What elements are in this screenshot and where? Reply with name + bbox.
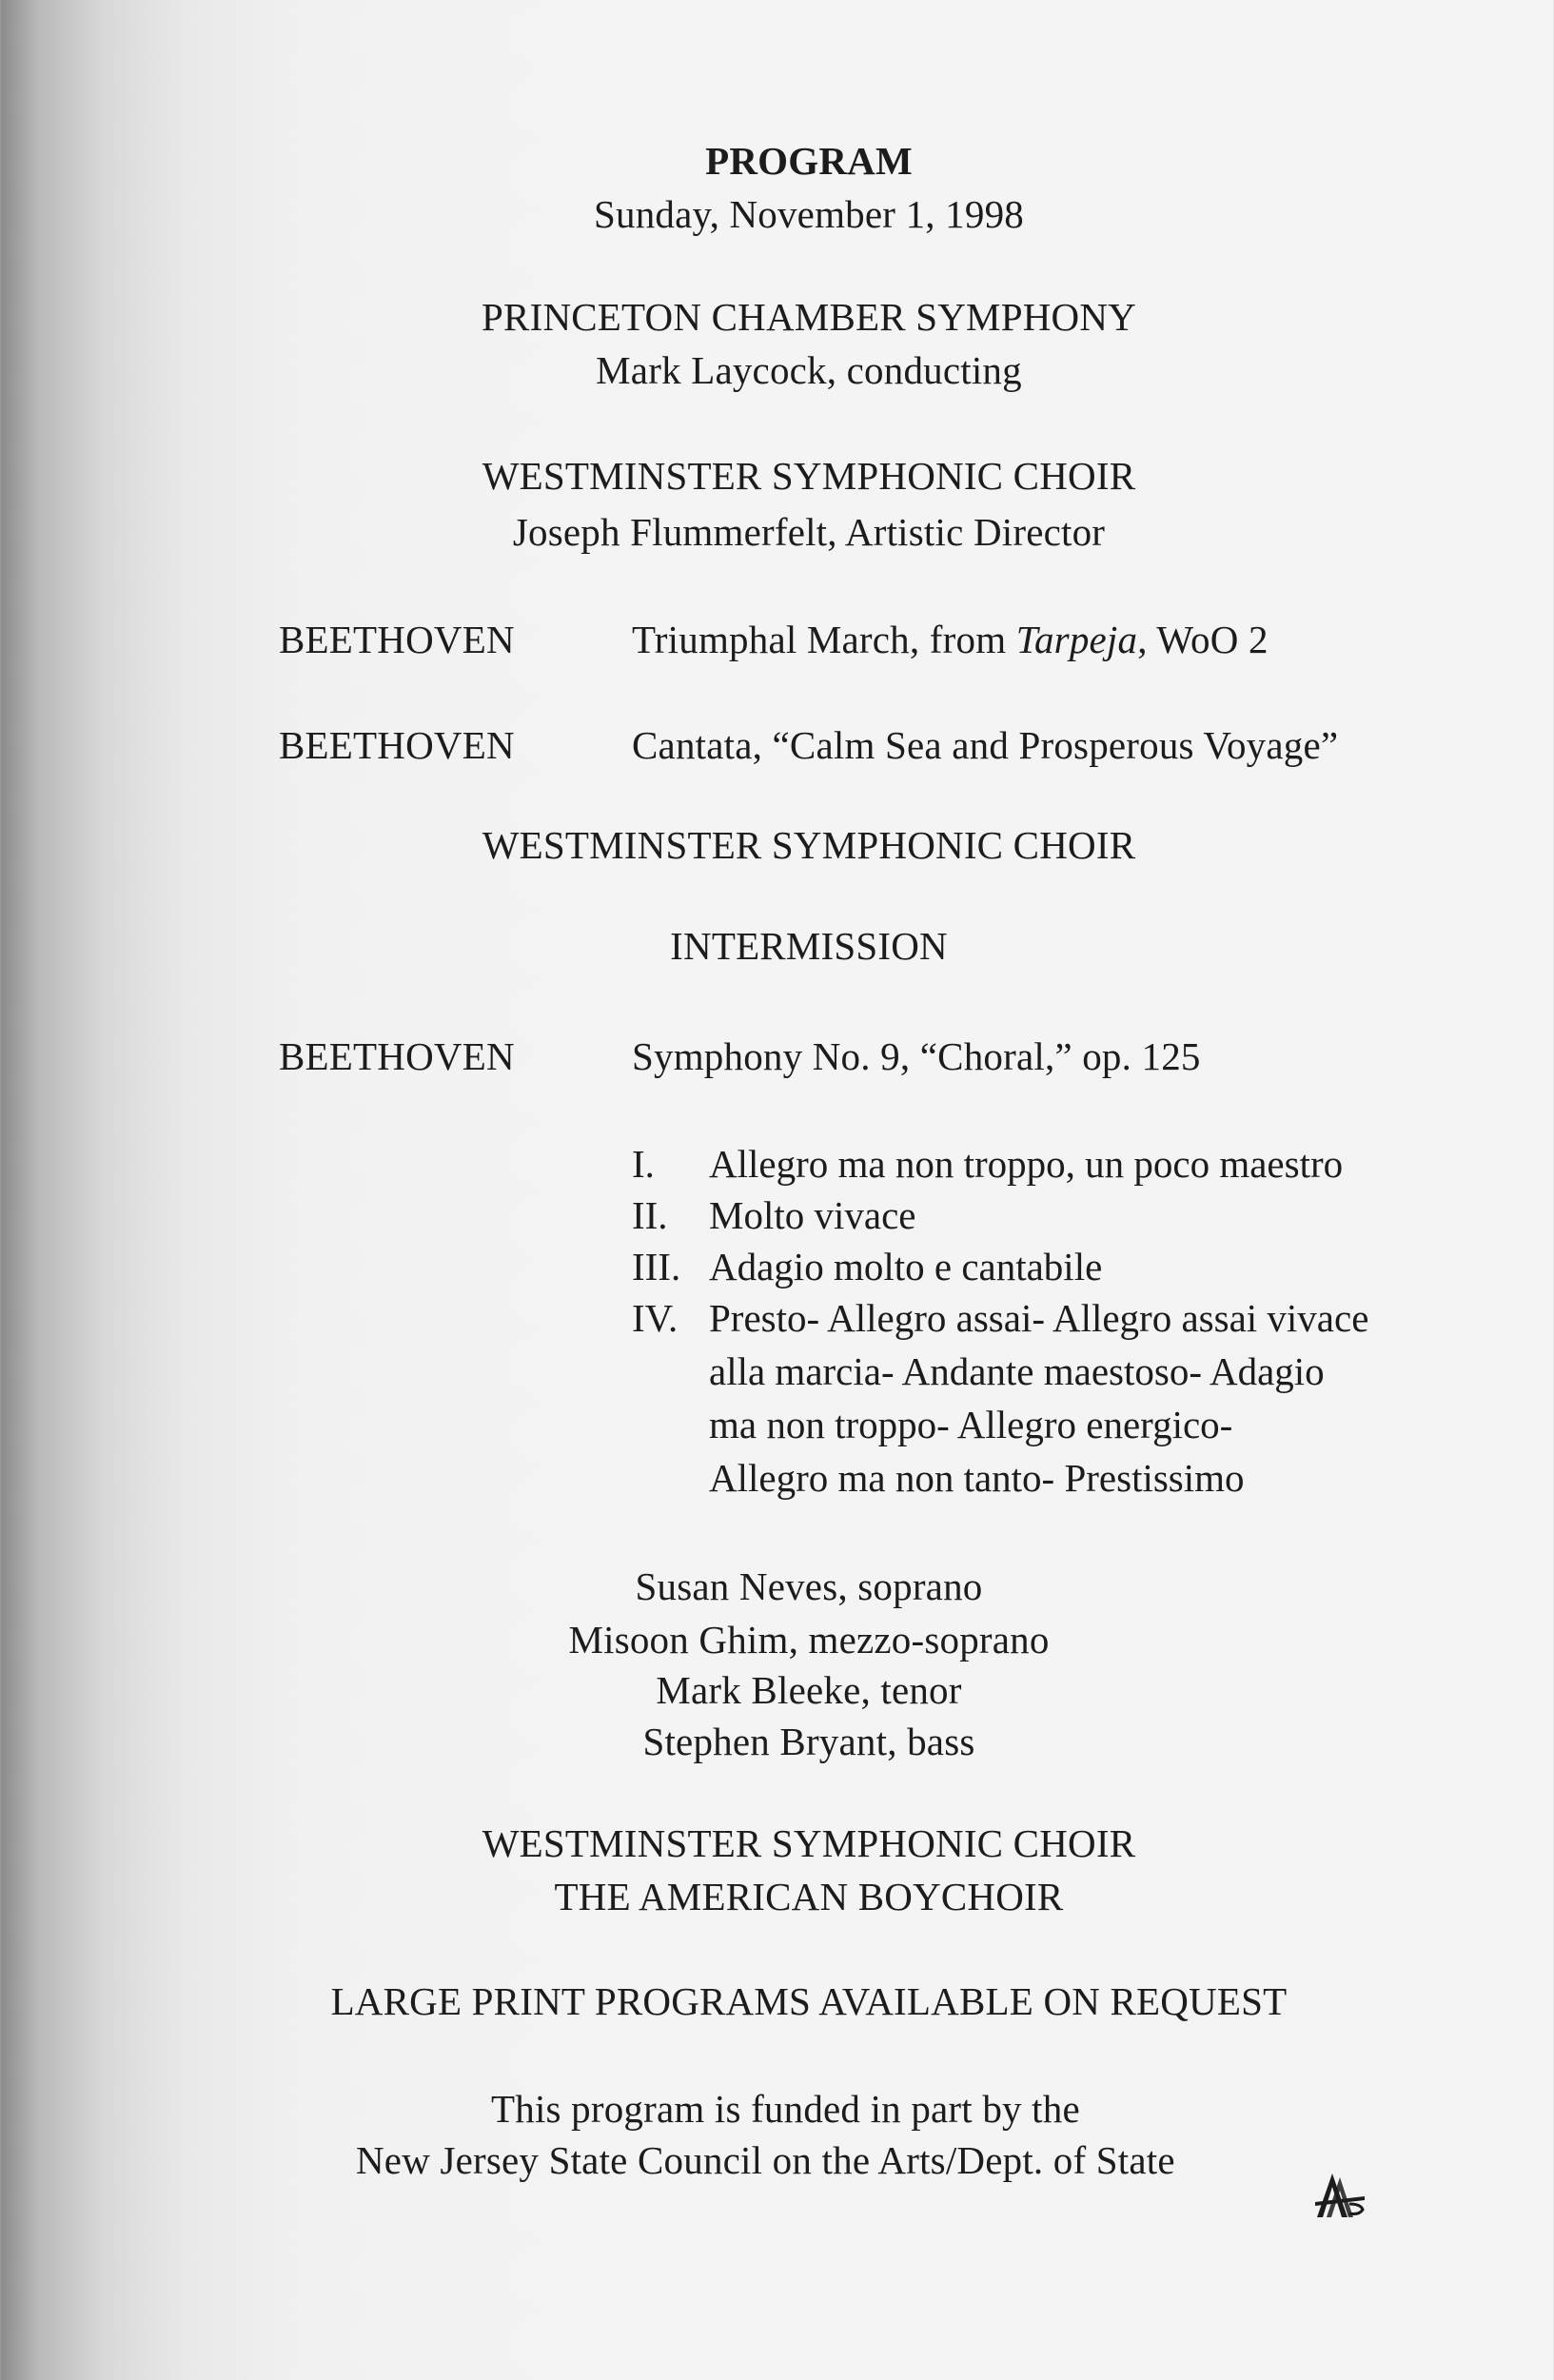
movement-4-number: IV. [632, 1296, 679, 1340]
funding-line-1: This program is funded in part by the [491, 2087, 1080, 2131]
choir-credit-2: THE AMERICAN BOYCHOIR [554, 1875, 1064, 1918]
movement-4-title-line-1: Presto- Allegro assai- Allegro assai vivace [709, 1296, 1369, 1340]
work-1-title-suffix: , WoO 2 [1137, 618, 1269, 661]
work-1-title-prefix: Triumphal March, from [632, 618, 1016, 661]
symphony-composer: BEETHOVEN [279, 1034, 515, 1078]
soloist-bass: Stephen Bryant, bass [642, 1720, 975, 1763]
soloist-soprano: Susan Neves, soprano [635, 1564, 983, 1608]
work-2-composer: BEETHOVEN [279, 723, 515, 767]
movement-3-number: III. [632, 1245, 681, 1288]
nj-state-council-arts-logo-icon [1311, 2168, 1368, 2225]
soloist-tenor: Mark Bleeke, tenor [656, 1668, 962, 1712]
symphony-title: Symphony No. 9, “Choral,” op. 125 [632, 1034, 1201, 1078]
large-print-notice: LARGE PRINT PROGRAMS AVAILABLE ON REQUEST [330, 1979, 1288, 2023]
work-1-title [632, 620, 1269, 659]
movement-4-title-line-2: alla marcia- Andante maestoso- Adagio [709, 1349, 1325, 1393]
work-1-composer: BEETHOVEN [279, 618, 515, 661]
choir-credit-1: WESTMINSTER SYMPHONIC CHOIR [482, 1821, 1136, 1865]
program-title: PROGRAM [705, 139, 913, 183]
funding-line-2: New Jersey State Council on the Arts/Dept. of State [356, 2138, 1175, 2182]
movement-1-title: Allegro ma non troppo, un poco maestro [709, 1142, 1344, 1186]
conductor-credit: Mark Laycock, conducting [596, 348, 1022, 392]
choir-name: WESTMINSTER SYMPHONIC CHOIR [482, 454, 1136, 498]
cantata-performers: WESTMINSTER SYMPHONIC CHOIR [482, 823, 1136, 867]
soloist-mezzo-soprano: Misoon Ghim, mezzo-soprano [568, 1618, 1050, 1662]
work-2-title: Cantata, “Calm Sea and Prosperous Voyage” [632, 723, 1339, 767]
movement-4-title-line-4: Allegro ma non tanto- Prestissimo [709, 1456, 1245, 1500]
movement-2-number: II. [632, 1193, 668, 1237]
movement-4-title-line-3: ma non troppo- Allegro energico- [709, 1403, 1233, 1446]
movement-1-number: I. [632, 1142, 655, 1186]
choir-director-credit: Joseph Flummerfelt, Artistic Director [512, 510, 1106, 554]
intermission-label: INTERMISSION [670, 924, 948, 968]
orchestra-name: PRINCETON CHAMBER SYMPHONY [482, 295, 1136, 339]
movement-3-title: Adagio molto e cantabile [709, 1245, 1103, 1288]
movement-2-title: Molto vivace [709, 1193, 916, 1237]
work-1-title-italic: Tarpeja [1015, 618, 1138, 661]
program-date: Sunday, November 1, 1998 [594, 192, 1024, 236]
